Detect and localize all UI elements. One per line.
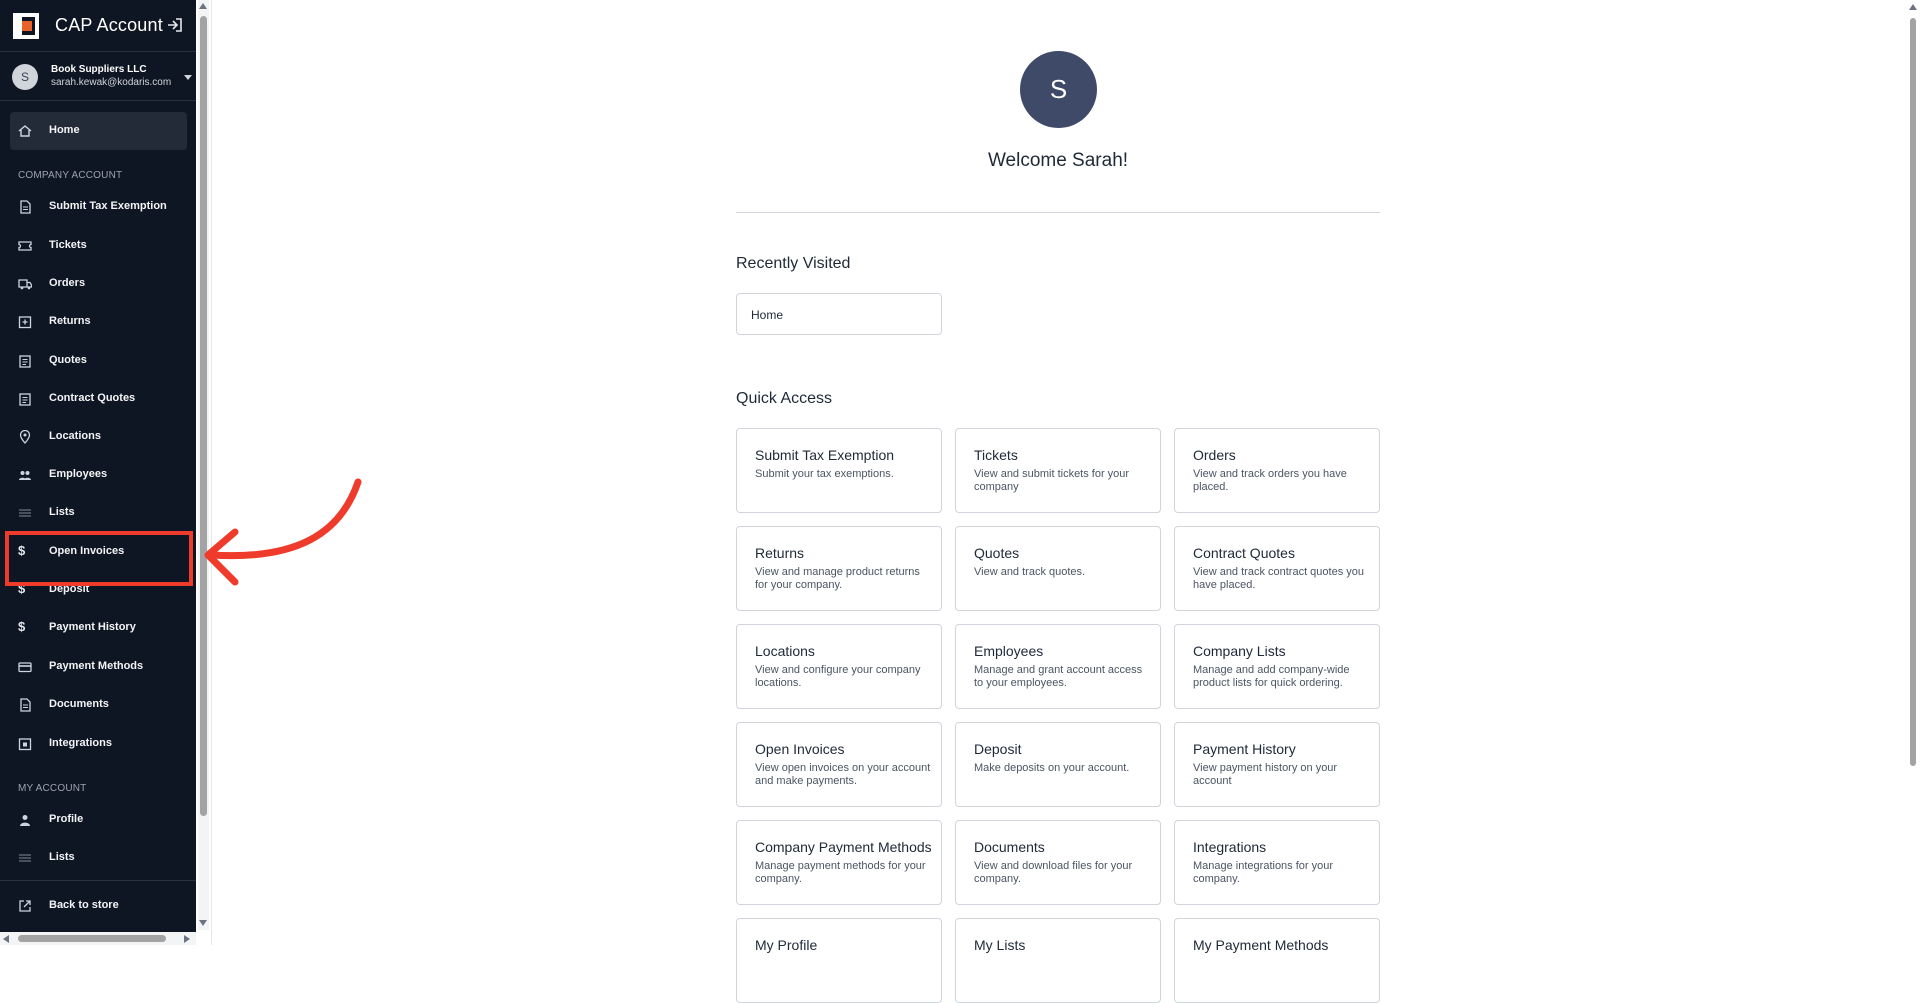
sidebar-item-payment-methods[interactable] [10, 648, 187, 686]
card-title: My Lists [974, 937, 1026, 953]
quick-access-card-returns[interactable] [736, 526, 942, 611]
scroll-up-icon[interactable] [199, 3, 207, 9]
brand-header [0, 0, 196, 52]
quick-access-card-deposit[interactable] [955, 722, 1161, 807]
sidebar-item-label: Employees [49, 468, 108, 480]
sidebar-item-label: Tickets [49, 239, 87, 251]
account-company: Book Suppliers LLC [51, 64, 147, 75]
scroll-up-icon[interactable] [1909, 4, 1917, 10]
sidebar-item-submit-tax-exemption[interactable] [10, 188, 187, 226]
card-description: View and submit tickets for your company [974, 468, 1130, 493]
card-title: Integrations [1193, 839, 1267, 855]
recent-item-label: Home [751, 308, 784, 322]
scrollbar-thumb[interactable] [18, 935, 166, 942]
dollar-icon: $ [18, 619, 26, 634]
map-pin-icon [18, 430, 32, 444]
sidebar-item-label: Open Invoices [49, 545, 125, 557]
sidebar-divider [0, 880, 196, 881]
sidebar-item-payment-history[interactable] [10, 609, 187, 647]
sidebar-item-label: Documents [49, 698, 109, 710]
document-icon [18, 698, 32, 712]
scroll-right-icon[interactable] [184, 935, 190, 943]
dollar-icon: $ [18, 581, 26, 596]
card-title: My Payment Methods [1193, 937, 1329, 953]
integration-icon [18, 737, 32, 751]
card-title: Orders [1193, 447, 1236, 463]
card-title: Deposit [974, 741, 1022, 757]
welcome-heading: Welcome Sarah! [987, 150, 1129, 171]
credit-card-icon [18, 660, 32, 674]
card-description: View and track contract quotes you have placed. [1193, 566, 1365, 591]
recently-visited-title: Recently Visited [736, 255, 851, 272]
return-box-icon [18, 315, 32, 329]
sidebar-vertical-scrollbar[interactable] [198, 0, 209, 930]
red-arrow-icon [190, 470, 370, 600]
sidebar-item-label: Payment Methods [49, 660, 144, 672]
avatar: S [12, 64, 38, 90]
ticket-icon [18, 239, 32, 253]
quick-access-card-submit-tax-exemption[interactable] [736, 428, 942, 513]
list-icon [18, 851, 32, 865]
quick-access-card-payment-history[interactable] [1174, 722, 1380, 807]
quick-access-card-my-payment-methods[interactable] [1174, 918, 1380, 1003]
sidebar-item-profile[interactable] [10, 801, 187, 839]
card-description: Manage integrations for your company. [1193, 860, 1334, 885]
quick-access-card-documents[interactable] [955, 820, 1161, 905]
sidebar-item-my-lists[interactable] [10, 839, 187, 877]
card-title: Returns [755, 545, 805, 561]
card-description: Manage payment methods for your company. [755, 860, 926, 885]
app-title: CAP Account [55, 15, 163, 35]
account-switcher[interactable] [0, 53, 196, 101]
scroll-down-icon[interactable] [199, 920, 207, 926]
sidebar-item-label: Locations [49, 430, 101, 442]
recent-item-home[interactable] [736, 293, 942, 335]
section-label-company: COMPANY ACCOUNT [18, 170, 123, 181]
card-description: Manage and grant account access to your employees. [974, 664, 1143, 689]
brand-logo-icon[interactable] [13, 13, 39, 39]
sidebar-item-label: Home [49, 124, 80, 136]
sidebar-item-label: Submit Tax Exemption [49, 200, 167, 212]
card-description: View and configure your company locations. [755, 664, 921, 689]
logout-icon[interactable] [166, 16, 184, 34]
highlight-box [5, 531, 193, 586]
clipboard-icon [18, 392, 32, 406]
sidebar-item-label: Profile [49, 813, 84, 825]
quick-access-card-company-lists[interactable] [1174, 624, 1380, 709]
card-title: Submit Tax Exemption [755, 447, 895, 463]
sidebar-item-documents[interactable] [10, 686, 187, 724]
scrollbar-thumb[interactable] [1910, 18, 1916, 766]
sidebar-item-label: Returns [49, 315, 91, 327]
sidebar-item-contract-quotes[interactable] [10, 380, 187, 418]
card-title: Payment History [1193, 741, 1296, 757]
sidebar-item-returns[interactable] [10, 303, 187, 341]
truck-icon [18, 277, 32, 291]
card-description: View and track quotes. [974, 566, 1086, 578]
person-icon [18, 813, 32, 827]
sidebar-item-orders[interactable] [10, 265, 187, 303]
card-description: Submit your tax exemptions. [755, 468, 894, 480]
sidebar-item-label: Payment History [49, 621, 136, 633]
card-title: Tickets [974, 447, 1018, 463]
sidebar-item-label: Orders [49, 277, 86, 289]
card-title: Documents [974, 839, 1045, 855]
quick-access-card-open-invoices[interactable] [736, 722, 942, 807]
card-description: Manage and add company-wide product lists for quick ordering. [1193, 664, 1350, 689]
card-description: View and track orders you have placed. [1193, 468, 1347, 493]
sidebar-item-label: Contract Quotes [49, 392, 136, 404]
sidebar-item-locations[interactable] [10, 418, 187, 456]
sidebar-item-label: Integrations [49, 737, 112, 749]
sidebar-item-quotes[interactable] [10, 342, 187, 380]
quick-access-card-employees[interactable] [955, 624, 1161, 709]
quick-access-card-company-payment-methods[interactable] [736, 820, 942, 905]
card-description: Make deposits on your account. [974, 762, 1130, 774]
sidebar-item-lists[interactable] [10, 494, 187, 532]
list-icon [18, 506, 32, 520]
card-title: Company Lists [1193, 643, 1286, 659]
card-title: Employees [974, 643, 1044, 659]
chevron-down-icon [184, 75, 192, 80]
sidebar-item-tickets[interactable] [10, 227, 187, 265]
sidebar-item-label: Lists [49, 506, 75, 518]
divider [736, 212, 1380, 213]
home-icon [18, 124, 32, 138]
card-description: View and manage product returns for your company. [755, 566, 920, 591]
scroll-left-icon[interactable] [3, 935, 9, 943]
sidebar-item-label: Deposit [49, 583, 90, 595]
dollar-icon: $ [18, 543, 26, 558]
quick-access-card-my-profile[interactable] [736, 918, 942, 1003]
people-icon [18, 468, 32, 482]
section-label-my-account: MY ACCOUNT [18, 783, 87, 794]
sidebar-item-label: Quotes [49, 354, 87, 366]
card-title: Locations [755, 643, 815, 659]
quick-access-card-locations[interactable] [736, 624, 942, 709]
clipboard-icon [18, 354, 32, 368]
card-title: Contract Quotes [1193, 545, 1295, 561]
quick-access-card-my-lists[interactable] [955, 918, 1161, 1003]
quick-access-card-orders[interactable] [1174, 428, 1380, 513]
sidebar-item-label: Back to store [49, 899, 119, 911]
sidebar-item-employees[interactable] [10, 456, 187, 494]
sidebar-horizontal-scrollbar[interactable] [0, 932, 196, 945]
sidebar-item-integrations[interactable] [10, 725, 187, 763]
account-email: sarah.kewak@kodaris.com [51, 77, 172, 88]
quick-access-card-integrations[interactable] [1174, 820, 1380, 905]
card-title: Quotes [974, 545, 1020, 561]
page-vertical-scrollbar[interactable] [1906, 0, 1920, 945]
sidebar-item-label: Lists [49, 851, 75, 863]
quick-access-title: Quick Access [736, 390, 833, 407]
card-description: View open invoices on your account and make payments. [755, 762, 931, 787]
quick-access-card-contract-quotes[interactable] [1174, 526, 1380, 611]
scrollbar-thumb[interactable] [200, 16, 207, 816]
sidebar-item-back-to-store[interactable] [10, 887, 187, 925]
card-description: View and download files for your company. [974, 860, 1133, 885]
sidebar-item-home[interactable] [10, 112, 187, 150]
card-title: Open Invoices [755, 741, 845, 757]
document-icon [18, 200, 32, 214]
card-title: Company Payment Methods [755, 839, 932, 855]
sidebar [0, 0, 196, 945]
card-description: View payment history on your account [1193, 762, 1338, 787]
quick-access-card-quotes[interactable] [955, 526, 1161, 611]
user-avatar: S [1020, 51, 1097, 128]
external-link-icon [18, 899, 32, 913]
quick-access-card-tickets[interactable] [955, 428, 1161, 513]
card-title: My Profile [755, 937, 818, 953]
